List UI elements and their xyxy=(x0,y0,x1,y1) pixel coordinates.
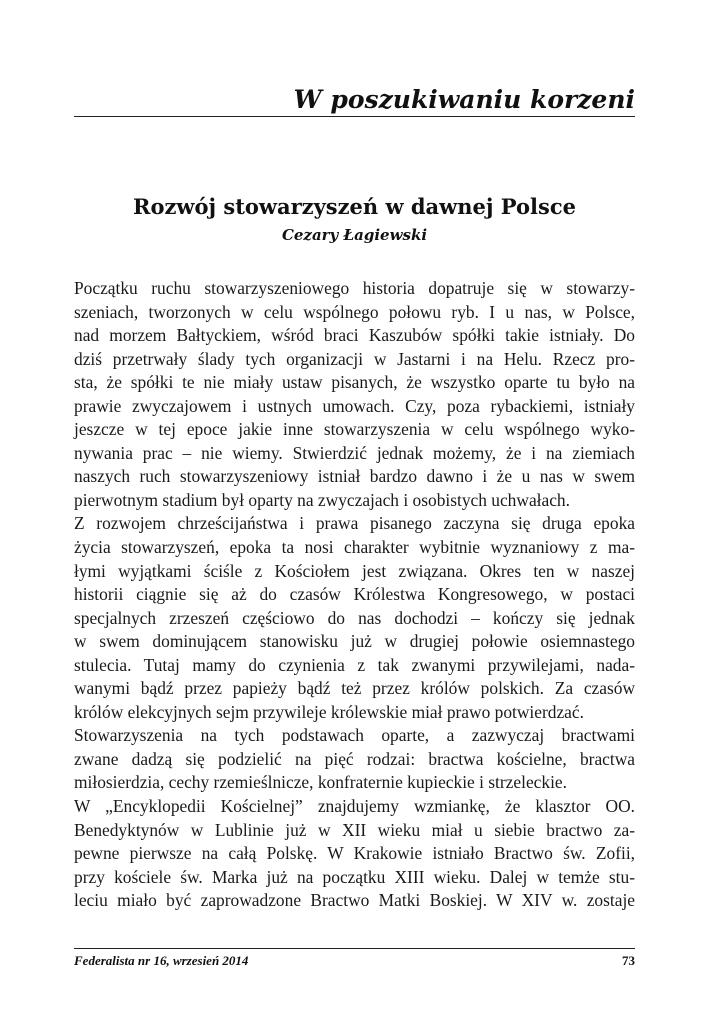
body-line: sta, że spółki te nie miały ustaw pisanych, że wszystko oparte tu było na xyxy=(74,372,635,393)
body-line: wanymi bądź przez papieży bądź też przez królów polskich. Za czasów xyxy=(74,678,635,699)
body-line: w swem dominującem stanowisku już w drugiej połowie osiemnastego xyxy=(74,631,635,652)
body-line: zwane dadzą się podzielić na pięć rodzai: bractwa kościelne, bractwa xyxy=(74,748,635,769)
body-line: szeniach, tworzonych w celu wspólnego połowu ryb. I u nas, w Polsce, xyxy=(74,301,635,322)
body-line: naszych ruch stowarzyszeniowy istniał bardzo dawno i że u nas w swem xyxy=(74,466,635,487)
body-line: miłosierdzia, cechy rzemieślnicze, konfraternie kupieckie i strzeleckie. xyxy=(74,772,567,793)
body-line: pierwotnym stadium był oparty na zwyczajach i osobistych uchwałach. xyxy=(74,489,570,510)
article-title: Rozwój stowarzyszeń w dawnej Polsce xyxy=(133,194,576,219)
body-line: prawie zwyczajowem i ustnych umowach. Czy, poza rybackiemi, istniały xyxy=(74,395,635,416)
body-line: łymi wyjątkami ściśle z Kościołem jest związana. Okres ten w naszej xyxy=(74,560,635,581)
body-line: historii ciągnie się aż do czasów Królestwa Kongresowego, w postaci xyxy=(74,584,635,605)
body-line: specjalnych zrzeszeń częściowo do nas dochodzi – kończy się jednak xyxy=(74,607,635,628)
body-line: jeszcze w tej epoce jakie inne stowarzyszenia w celu wspólnego wyko- xyxy=(74,419,635,440)
body-line: przy kościele św. Marka już na początku XIII wieku. Dalej w temże stu- xyxy=(74,866,635,887)
body-line: pewne pierwsze na całą Polskę. W Krakowie istniało Bractwo św. Zofii, xyxy=(74,843,635,864)
body-line: królów elekcyjnych sejm przywileje królewskie miał prawo potwierdzać. xyxy=(74,701,584,722)
body-line: dziś przetrwały ślady tych organizacji w Jastarni i na Helu. Rzecz pro- xyxy=(74,348,635,369)
body-line: stulecia. Tutaj mamy do czynienia z tak zwanymi przywilejami, nada- xyxy=(74,654,635,675)
body-line: Z rozwojem chrześcijaństwa i prawa pisanego zaczyna się druga epoka xyxy=(74,513,635,534)
body-line: nywania prac – nie wiemy. Stwierdzić jednak możemy, że i na ziemiach xyxy=(74,442,635,463)
body-line: leciu miało być zaprowadzone Bractwo Matki Boskiej. W XIV w. zostaje xyxy=(74,890,635,911)
body-line: Benedyktynów w Lublinie już w XII wieku miał u siebie bractwo za- xyxy=(74,819,635,840)
body-line: W „Encyklopedii Kościelnej” znajdujemy wzmiankę, że klasztor OO. xyxy=(74,796,635,817)
header-rule xyxy=(74,116,635,117)
running-head: W poszukiwaniu korzeni xyxy=(293,85,635,114)
body-line: nad morzem Bałtyckiem, wśród braci Kaszubów spółki takie istniały. Do xyxy=(74,325,635,346)
article-body xyxy=(74,277,635,913)
body-line: Stowarzyszenia na tych podstawach oparte, a zazwyczaj bractwami xyxy=(74,725,635,746)
article-author: Cezary Łagiewski xyxy=(281,226,428,244)
footer-publication: Federalista nr 16, wrzesień 2014 xyxy=(74,953,249,968)
page-number: 73 xyxy=(622,953,635,968)
body-line: Początku ruchu stowarzyszeniowego historia dopatruje się w stowarzy- xyxy=(74,278,635,298)
body-line: życia stowarzyszeń, epoka ta nosi charakter wybitnie wyznaniowy z ma- xyxy=(74,537,635,558)
footer-rule xyxy=(74,948,635,949)
